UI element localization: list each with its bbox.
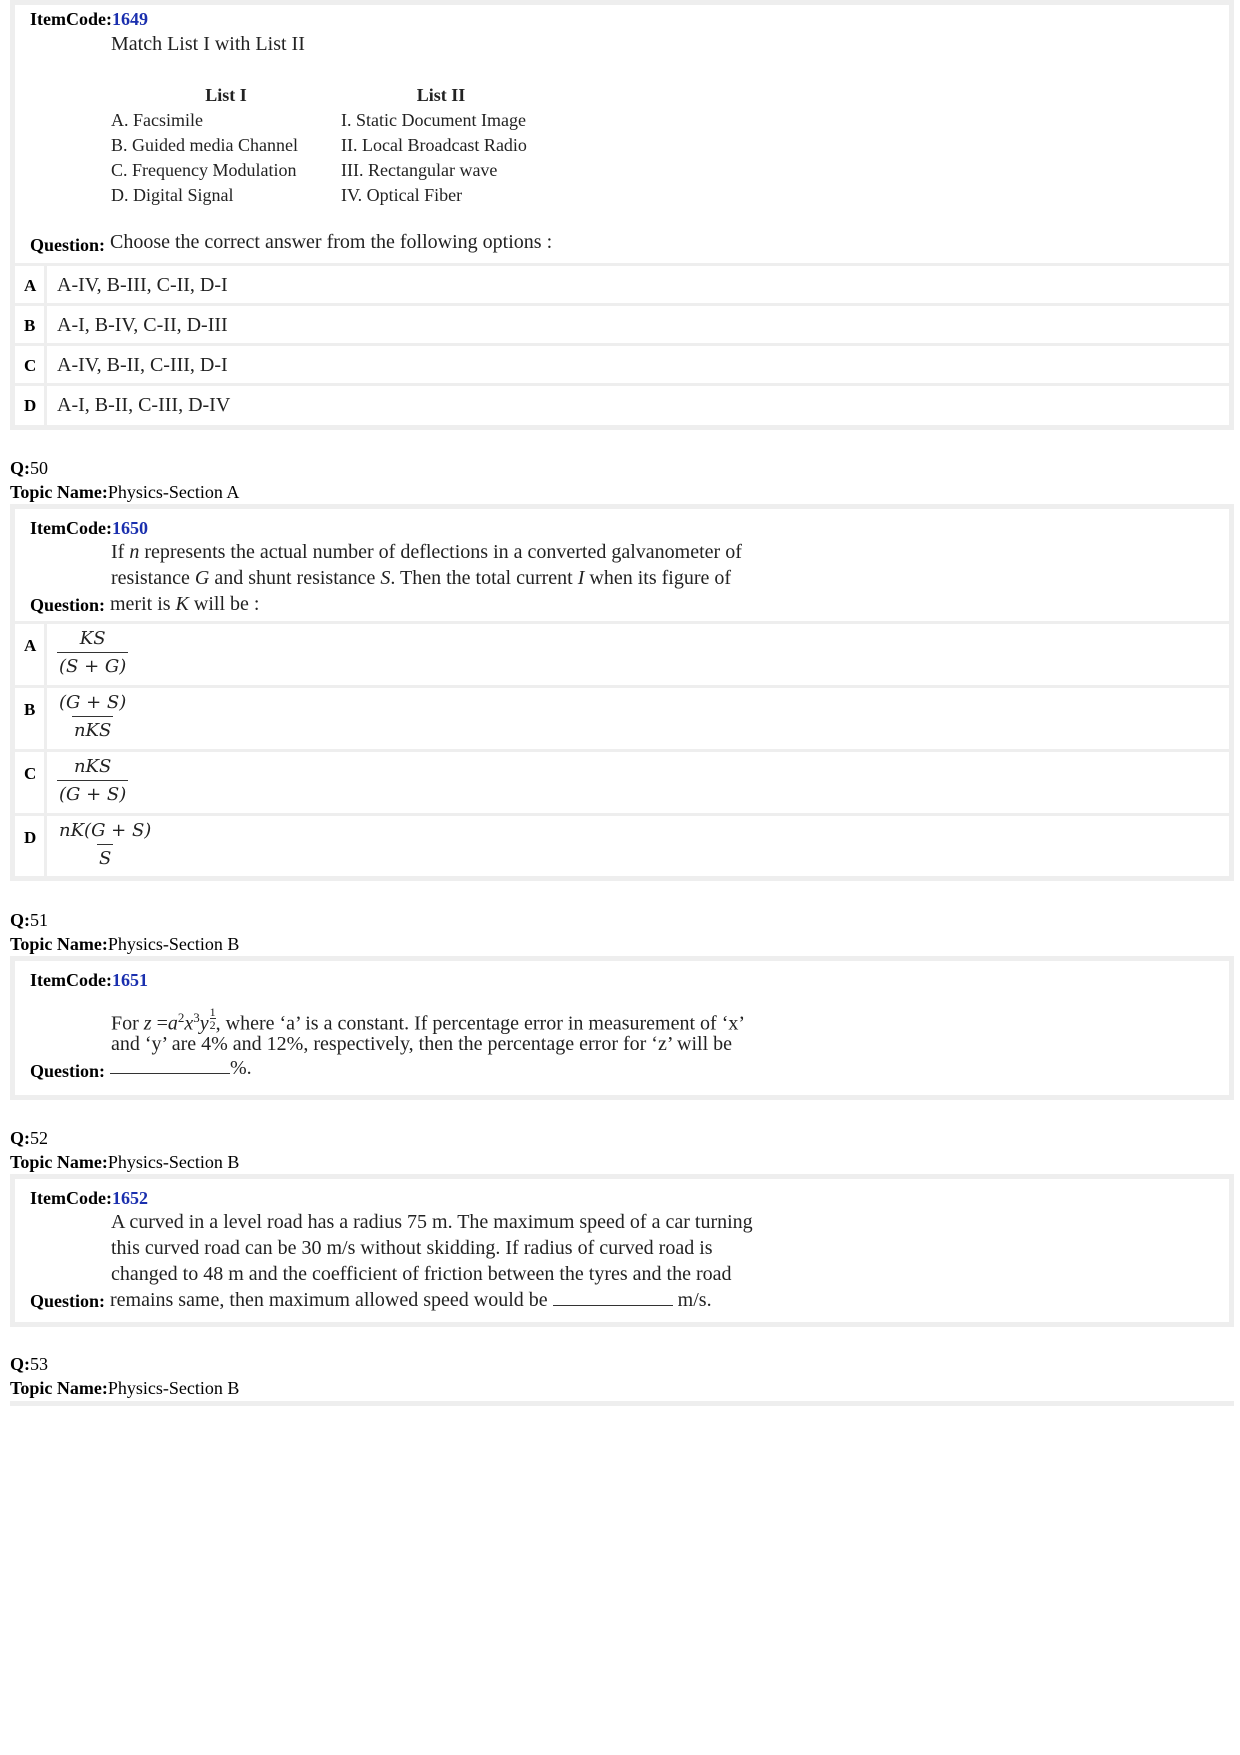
option-text: A-IV, B-II, C-III, D-I — [57, 354, 228, 376]
exponent: 3 — [193, 1010, 200, 1025]
table-row — [111, 158, 541, 183]
fraction — [57, 820, 153, 869]
item-code-line — [30, 518, 148, 539]
numerator: nKS — [73, 756, 112, 777]
item-code-value: 1651 — [111, 970, 148, 990]
option-c[interactable] — [15, 749, 1229, 813]
topic-label: Topic Name: — [10, 934, 108, 954]
text: represents the actual number of deflections in a converted galvanometer of — [139, 541, 742, 563]
question-number — [10, 456, 48, 480]
denominator: (G + S) — [57, 780, 128, 805]
option-d[interactable] — [15, 383, 1229, 425]
answer-blank — [553, 1290, 673, 1306]
option-b[interactable] — [15, 303, 1229, 343]
topic-line — [10, 480, 239, 504]
var-i: I — [577, 567, 585, 589]
table-row — [111, 108, 541, 133]
topic-label: Topic Name: — [10, 1152, 108, 1172]
option-letter: B — [15, 306, 47, 343]
topic-line — [10, 932, 239, 956]
question-label: Question: — [30, 595, 106, 615]
topic-line — [10, 1150, 239, 1174]
text: resistance — [111, 567, 195, 589]
text: when its figure of — [584, 567, 732, 589]
numerator: nK(G + S) — [59, 820, 152, 841]
var-n: n — [129, 541, 140, 563]
list2-item: II. Local Broadcast Radio — [341, 135, 527, 155]
fraction — [57, 692, 128, 741]
exponent-denominator: 2 — [209, 1017, 216, 1032]
option-letter: C — [15, 346, 47, 383]
question-line-3 — [110, 591, 259, 617]
topic-name: Physics-Section B — [107, 1152, 240, 1172]
question-label: Question: — [30, 1061, 106, 1081]
option-letter: C — [15, 752, 47, 813]
option-letter: A — [15, 624, 47, 685]
exponent: 2 — [177, 1010, 185, 1025]
question-number — [10, 1352, 48, 1376]
item-code-label: ItemCode: — [30, 518, 112, 538]
option-text: A-I, B-IV, C-II, D-III — [57, 314, 228, 336]
option-b[interactable] — [15, 685, 1229, 749]
list2-item: III. Rectangular wave — [341, 160, 498, 180]
denominator: nKS — [72, 716, 113, 741]
q-number: 53 — [30, 1354, 48, 1374]
list1-item: A. Facsimile — [111, 110, 203, 130]
denominator: (S + G) — [57, 652, 128, 677]
q-number: 51 — [30, 910, 48, 930]
item-code-label: ItemCode: — [30, 970, 112, 990]
text: If — [111, 541, 130, 563]
question-number — [10, 908, 48, 932]
item-1650-box — [10, 504, 1234, 881]
option-a[interactable] — [15, 263, 1229, 303]
item-1652-box — [10, 1174, 1234, 1327]
option-letter: D — [15, 816, 47, 876]
question-line-2: and ‘y’ are 4% and 12%, respectively, then the percentage error for ‘z’ will be — [111, 1033, 732, 1055]
denominator: S — [97, 844, 113, 869]
option-text: A-IV, B-III, C-II, D-I — [57, 274, 228, 296]
match-instruction: Match List I with List II — [111, 33, 305, 55]
fraction — [57, 628, 128, 677]
text: and shunt resistance — [209, 567, 381, 589]
numerator: (G + S) — [59, 692, 127, 713]
var-x: x — [184, 1012, 194, 1035]
text: %. — [230, 1057, 252, 1079]
item-box-top-edge — [10, 1401, 1234, 1406]
var-s: S — [380, 567, 391, 589]
option-letter: B — [15, 688, 47, 749]
list1-item: C. Frequency Modulation — [111, 160, 297, 180]
item-code-line — [30, 9, 148, 30]
topic-line — [10, 1376, 239, 1400]
option-d[interactable] — [15, 813, 1229, 876]
item-code-label: ItemCode: — [30, 9, 112, 29]
list1-item: D. Digital Signal — [111, 185, 234, 205]
item-code-line — [30, 1188, 148, 1209]
q-label: Q: — [10, 1128, 30, 1148]
question-number — [10, 1126, 48, 1150]
option-letter: D — [15, 386, 47, 425]
question-text: Choose the correct answer from the following options : — [110, 231, 553, 253]
question-line-2: this curved road can be 30 m/s without skidding. If radius of curved road is — [111, 1237, 713, 1259]
topic-name: Physics-Section A — [107, 482, 240, 502]
var-y: y — [199, 1012, 209, 1035]
match-lists-table — [111, 83, 541, 208]
item-1651-box — [10, 956, 1234, 1100]
fraction — [57, 756, 128, 805]
option-formula — [57, 820, 153, 869]
item-1649-box — [10, 0, 1234, 430]
question-line-3: changed to 48 m and the coefficient of friction between the tyres and the road — [111, 1263, 732, 1285]
question-label: Question: — [30, 1291, 106, 1311]
var-g: G — [194, 567, 210, 589]
list2-item: I. Static Document Image — [341, 110, 526, 130]
option-text: A-I, B-II, C-III, D-IV — [57, 394, 231, 416]
text: For — [111, 1012, 144, 1035]
question-label: Question: — [30, 235, 106, 255]
text: remains same, then maximum allowed speed would be — [110, 1289, 548, 1311]
question-line-2 — [111, 565, 731, 591]
item-code-label: ItemCode: — [30, 1188, 112, 1208]
question-line-3 — [110, 1055, 252, 1081]
table-row — [111, 133, 541, 158]
var-a: a — [167, 1012, 178, 1035]
option-formula — [57, 692, 128, 741]
item-code-line — [30, 970, 148, 991]
question-line-1: A curved in a level road has a radius 75 m. The maximum speed of a car turning — [111, 1211, 753, 1233]
text: . Then the total current — [390, 567, 578, 589]
list1-item: B. Guided media Channel — [111, 135, 298, 155]
q-number: 52 — [30, 1128, 48, 1148]
var-k: K — [175, 593, 189, 615]
q-label: Q: — [10, 1354, 30, 1374]
question-line-4 — [110, 1287, 712, 1313]
text: m/s. — [677, 1289, 712, 1311]
numerator: KS — [79, 628, 106, 649]
item-code-value: 1650 — [111, 518, 148, 538]
exponent-numerator: 1 — [209, 1004, 216, 1019]
list2-header: List II — [416, 85, 466, 105]
q-label: Q: — [10, 910, 30, 930]
option-c[interactable] — [15, 343, 1229, 383]
question-line-1 — [111, 539, 742, 565]
topic-label: Topic Name: — [10, 482, 108, 502]
answer-blank — [110, 1058, 230, 1074]
text: , where ‘a’ is a constant. If percentage error in measurement of ‘x’ — [215, 1012, 746, 1035]
option-letter: A — [15, 266, 47, 303]
text: = — [151, 1012, 168, 1035]
option-formula — [57, 628, 128, 677]
list1-header: List I — [205, 85, 247, 105]
topic-name: Physics-Section B — [107, 934, 240, 954]
q-number: 50 — [30, 458, 48, 478]
item-code-value: 1649 — [111, 9, 148, 29]
topic-name: Physics-Section B — [107, 1378, 240, 1398]
text: merit is — [110, 593, 176, 615]
list2-item: IV. Optical Fiber — [341, 185, 463, 205]
table-row — [111, 183, 541, 208]
text: will be : — [188, 593, 260, 615]
option-a[interactable] — [15, 621, 1229, 685]
var-z: z — [143, 1012, 152, 1035]
topic-label: Topic Name: — [10, 1378, 108, 1398]
item-code-value: 1652 — [111, 1188, 148, 1208]
option-formula — [57, 756, 128, 805]
q-label: Q: — [10, 458, 30, 478]
